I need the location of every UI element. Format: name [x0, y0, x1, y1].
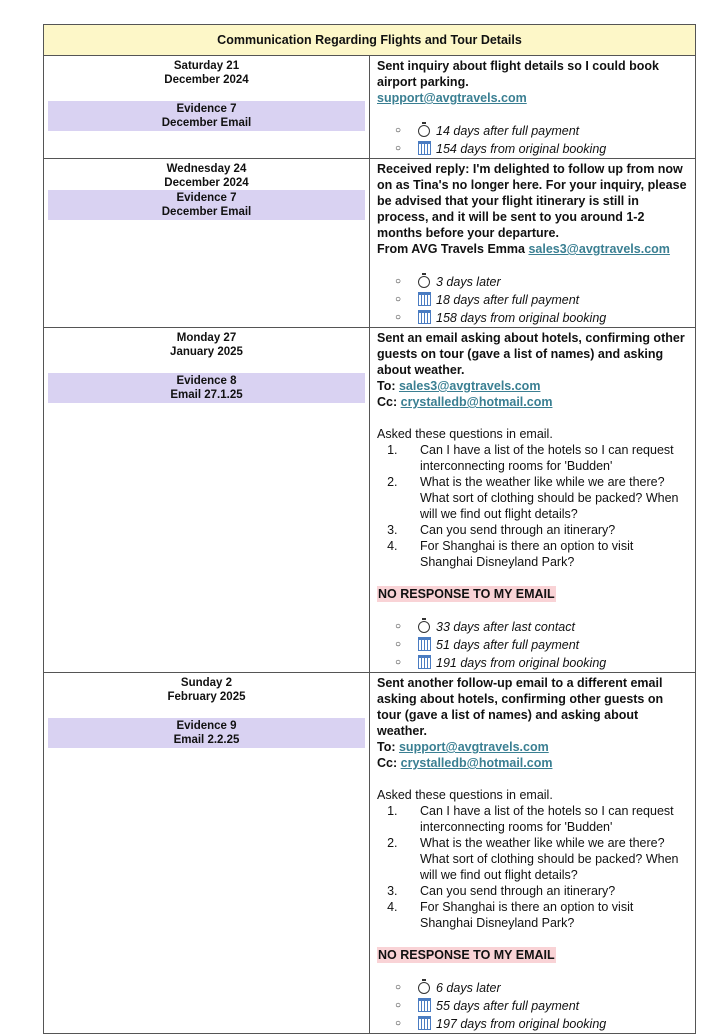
- to-label: To:: [377, 379, 399, 393]
- entry-content: [370, 673, 696, 1034]
- table-row: [44, 673, 696, 1034]
- timer-icon: [417, 618, 431, 636]
- evidence-label: Evidence 9: [176, 720, 237, 732]
- table-row: [44, 56, 696, 159]
- entry-heading: Sent another follow-up email to a different email asking about hotels, confirming other guests on tour (gave a list of names) and asking about weather.: [377, 676, 664, 738]
- list-item: 4. For Shanghai is there an option to visit Shanghai Disneyland Park?: [401, 899, 689, 931]
- date-cell: [44, 56, 370, 159]
- timing-list: [377, 979, 689, 1033]
- calendar-icon: [417, 309, 431, 327]
- date-cell: [44, 328, 370, 673]
- list-item: 1. Can I have a list of the hotels so I can request interconnecting rooms for 'Budden': [401, 442, 689, 474]
- date-month: December 2024: [164, 177, 249, 189]
- from-label: From AVG Travels Emma: [377, 242, 529, 256]
- date-cell: [44, 673, 370, 1034]
- no-response-label: NO RESPONSE TO MY EMAIL: [378, 948, 555, 962]
- entry-heading: Sent an email asking about hotels, confirming other guests on tour (gave a list of names) and asking about weather.: [377, 331, 685, 377]
- no-response-label: NO RESPONSE TO MY EMAIL: [378, 587, 555, 601]
- date-day: Monday 27: [176, 332, 237, 344]
- communication-table: [43, 24, 696, 1034]
- evidence-badge: [48, 373, 365, 403]
- date-day: Saturday 21: [173, 60, 240, 72]
- cc-email-link[interactable]: crystalledb@hotmail.com: [400, 395, 553, 409]
- evidence-badge: [48, 190, 365, 220]
- date-day: Sunday 2: [180, 677, 233, 689]
- list-item: ○ 191 days from original booking: [395, 656, 607, 670]
- list-item: ○ 33 days after last contact: [395, 620, 575, 634]
- list-item: ○ 158 days from original booking: [395, 311, 607, 325]
- document: [43, 24, 696, 1034]
- entry-content: [370, 328, 696, 673]
- entry-heading: Sent inquiry about flight details so I could book airport parking.: [377, 59, 659, 89]
- timing-list: [377, 122, 689, 158]
- evidence-label: Evidence 8: [176, 375, 237, 387]
- list-item: 3. Can you send through an itinerary?: [401, 522, 689, 538]
- table-row: [44, 159, 696, 328]
- evidence-source: Email 27.1.25: [170, 389, 243, 401]
- timing-list: [377, 273, 689, 327]
- calendar-icon: [417, 1015, 431, 1033]
- cc-email-link[interactable]: crystalledb@hotmail.com: [400, 756, 553, 770]
- evidence-badge: [48, 101, 365, 131]
- cc-label: Cc:: [377, 395, 401, 409]
- list-item: ○ 197 days from original booking: [395, 1017, 607, 1031]
- evidence-label: Evidence 7: [176, 192, 237, 204]
- list-item: ○ 3 days later: [395, 275, 501, 289]
- list-item: ○ 18 days after full payment: [395, 293, 580, 307]
- asked-text: Asked these questions in email.: [377, 788, 553, 802]
- evidence-badge: [48, 718, 365, 748]
- list-item: ○ 55 days after full payment: [395, 999, 580, 1013]
- timer-icon: [417, 979, 431, 997]
- entry-heading: Received reply: I'm delighted to follow up from now on as Tina's no longer here. For your inquiry, please be advised that your flight itinerary is still in process, and it will be sent to you around 1-2 months before your departure.: [377, 162, 687, 240]
- date-cell: [44, 159, 370, 328]
- list-item: ○ 14 days after full payment: [395, 124, 580, 138]
- table-title: Communication Regarding Flights and Tour Details: [44, 25, 696, 56]
- calendar-icon: [417, 140, 431, 158]
- cc-label: Cc:: [377, 756, 401, 770]
- asked-text: Asked these questions in email.: [377, 427, 553, 441]
- to-label: To:: [377, 740, 399, 754]
- timing-list: [377, 618, 689, 672]
- timer-icon: [417, 122, 431, 140]
- list-item: 4. For Shanghai is there an option to visit Shanghai Disneyland Park?: [401, 538, 689, 570]
- list-item: ○ 154 days from original booking: [395, 142, 607, 156]
- list-item: 1. Can I have a list of the hotels so I can request interconnecting rooms for 'Budden': [401, 803, 689, 835]
- calendar-icon: [417, 654, 431, 672]
- email-link[interactable]: sales3@avgtravels.com: [528, 242, 670, 256]
- table-row: [44, 328, 696, 673]
- evidence-source: December Email: [161, 206, 252, 218]
- calendar-icon: [417, 291, 431, 309]
- list-item: 2. What is the weather like while we are there? What sort of clothing should be packed? When will we find out flight details?: [401, 474, 689, 522]
- to-email-link[interactable]: support@avgtravels.com: [398, 740, 549, 754]
- entry-content: [370, 56, 696, 159]
- to-email-link[interactable]: sales3@avgtravels.com: [398, 379, 541, 393]
- timer-icon: [417, 273, 431, 291]
- question-list: [377, 803, 689, 931]
- list-item: ○ 6 days later: [395, 981, 501, 995]
- date-month: December 2024: [164, 74, 249, 86]
- list-item: 2. What is the weather like while we are there? What sort of clothing should be packed? When will we find out flight details?: [401, 835, 689, 883]
- date-month: February 2025: [167, 691, 246, 703]
- date-day: Wednesday 24: [166, 163, 247, 175]
- list-item: 3. Can you send through an itinerary?: [401, 883, 689, 899]
- email-link[interactable]: support@avgtravels.com: [377, 91, 527, 105]
- date-month: January 2025: [170, 346, 243, 358]
- evidence-source: December Email: [161, 117, 252, 129]
- question-list: [377, 442, 689, 570]
- evidence-label: Evidence 7: [176, 103, 237, 115]
- entry-content: [370, 159, 696, 328]
- calendar-icon: [417, 997, 431, 1015]
- evidence-source: Email 2.2.25: [173, 734, 240, 746]
- calendar-icon: [417, 636, 431, 654]
- list-item: ○ 51 days after full payment: [395, 638, 580, 652]
